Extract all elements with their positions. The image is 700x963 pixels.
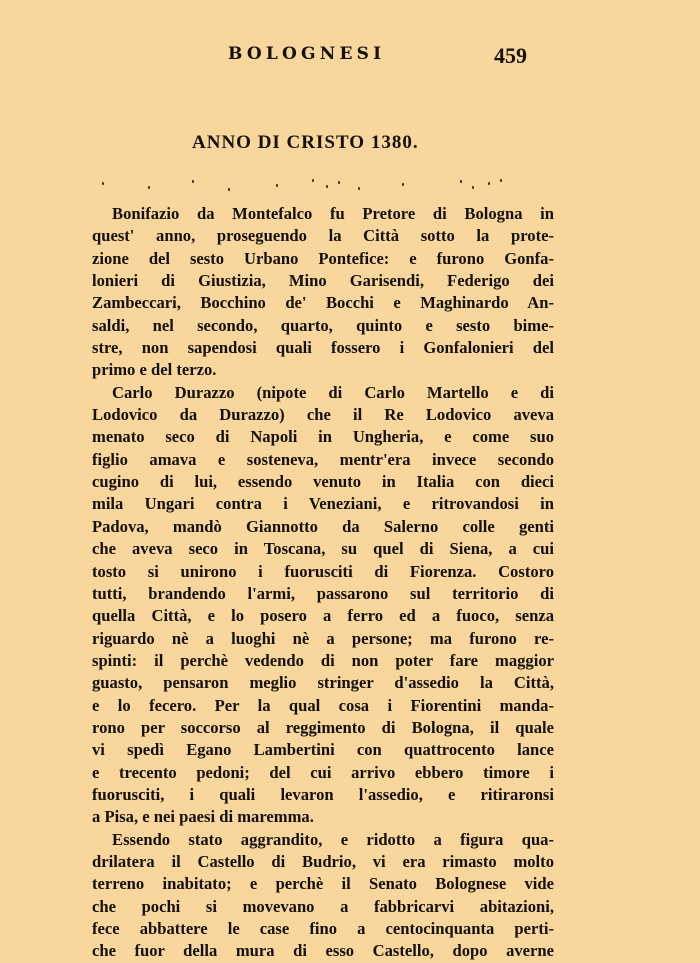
text-line: mila Ungari contra i Veneziani, e ritrovandosi in	[92, 494, 554, 514]
text-line: Lodovico da Durazzo) che il Re Lodovico aveva	[92, 405, 554, 425]
text-line: terreno inabitato; e perchè il Senato Bolognese vide	[92, 874, 554, 894]
text-line: e trecento pedoni; del cui arrivo ebbero timore i	[92, 762, 554, 782]
text-line: quest' anno, proseguendo la Città sotto la prote-	[92, 226, 554, 246]
running-header	[0, 44, 700, 74]
text-line: lonieri di Giustizia, Mino Garisendi, Federigo dei	[92, 271, 554, 291]
text-line: Carlo Durazzo (nipote di Carlo Martello e di	[112, 382, 554, 402]
print-speckles	[100, 176, 560, 196]
text-line: tosto si unirono i fuorusciti di Fiorenza. Costoro	[92, 561, 554, 581]
text-line: vi spedì Egano Lambertini con quattrocento lance	[92, 740, 554, 760]
text-line: tutti, brandendo l'armi, passarono sul territorio di	[92, 583, 554, 603]
text-line: a Pisa, e nei paesi di maremma.	[92, 807, 314, 827]
text-line: menato seco di Napoli in Ungheria, e come suo	[92, 427, 554, 447]
text-line: stre, non sapendosi quali fossero i Gonfalonieri del	[92, 338, 554, 358]
text-line: Zambeccari, Bocchino de' Bocchi e Maghinardo An-	[92, 293, 554, 313]
text-line: fece abbattere le case fino a centocinquanta perti-	[92, 919, 554, 938]
text-line: Padova, mandò Giannotto da Salerno colle genti	[92, 516, 554, 536]
text-line: riguardo nè a luoghi nè a persone; ma furono re-	[92, 628, 554, 648]
text-line: cugino di lui, essendo venuto in Italia con dieci	[92, 472, 554, 492]
text-line: fuorusciti, i quali levaron l'assedio, e ritiraronsi	[92, 784, 554, 804]
body-text	[92, 203, 554, 963]
text-line: Essendo stato aggrandito, e ridotto a figura qua-	[112, 829, 554, 849]
running-title: BOLOGNESI	[228, 44, 386, 64]
text-line: saldi, nel secondo, quarto, quinto e sesto bime-	[92, 315, 554, 335]
text-line: figlio amava e sosteneva, mentr'era invece secondo	[92, 449, 554, 469]
text-line: zione del sesto Urbano Pontefice: e furono Gonfa-	[92, 248, 554, 268]
text-line: primo e del terzo.	[92, 360, 217, 380]
text-line: e lo fecero. Per la qual cosa i Fiorentini manda-	[92, 695, 554, 715]
text-line: Bonifazio da Montefalco fu Pretore di Bologna in	[112, 204, 554, 223]
text-line: che pochi si movevano a fabbricarvi abitazioni,	[92, 896, 554, 916]
text-line: che aveva seco in Toscana, su quel di Siena, a cui	[92, 539, 554, 559]
text-line: quella Città, e lo posero a ferro ed a fuoco, senza	[92, 606, 554, 626]
text-line: che fuor della mura di esso Castello, dopo averne	[92, 941, 554, 961]
page-number: 459	[494, 43, 527, 68]
section-heading: ANNO DI CRISTO 1380.	[192, 132, 419, 153]
text-line: guasto, pensaron meglio stringer d'assedio la Città,	[92, 673, 554, 693]
text-line: spinti: il perchè vedendo di non poter fare maggior	[92, 650, 554, 670]
text-line: rono per soccorso al reggimento di Bologna, il quale	[92, 717, 554, 737]
text-line: drilatera il Castello di Budrio, vi era rimasto molto	[92, 851, 554, 871]
